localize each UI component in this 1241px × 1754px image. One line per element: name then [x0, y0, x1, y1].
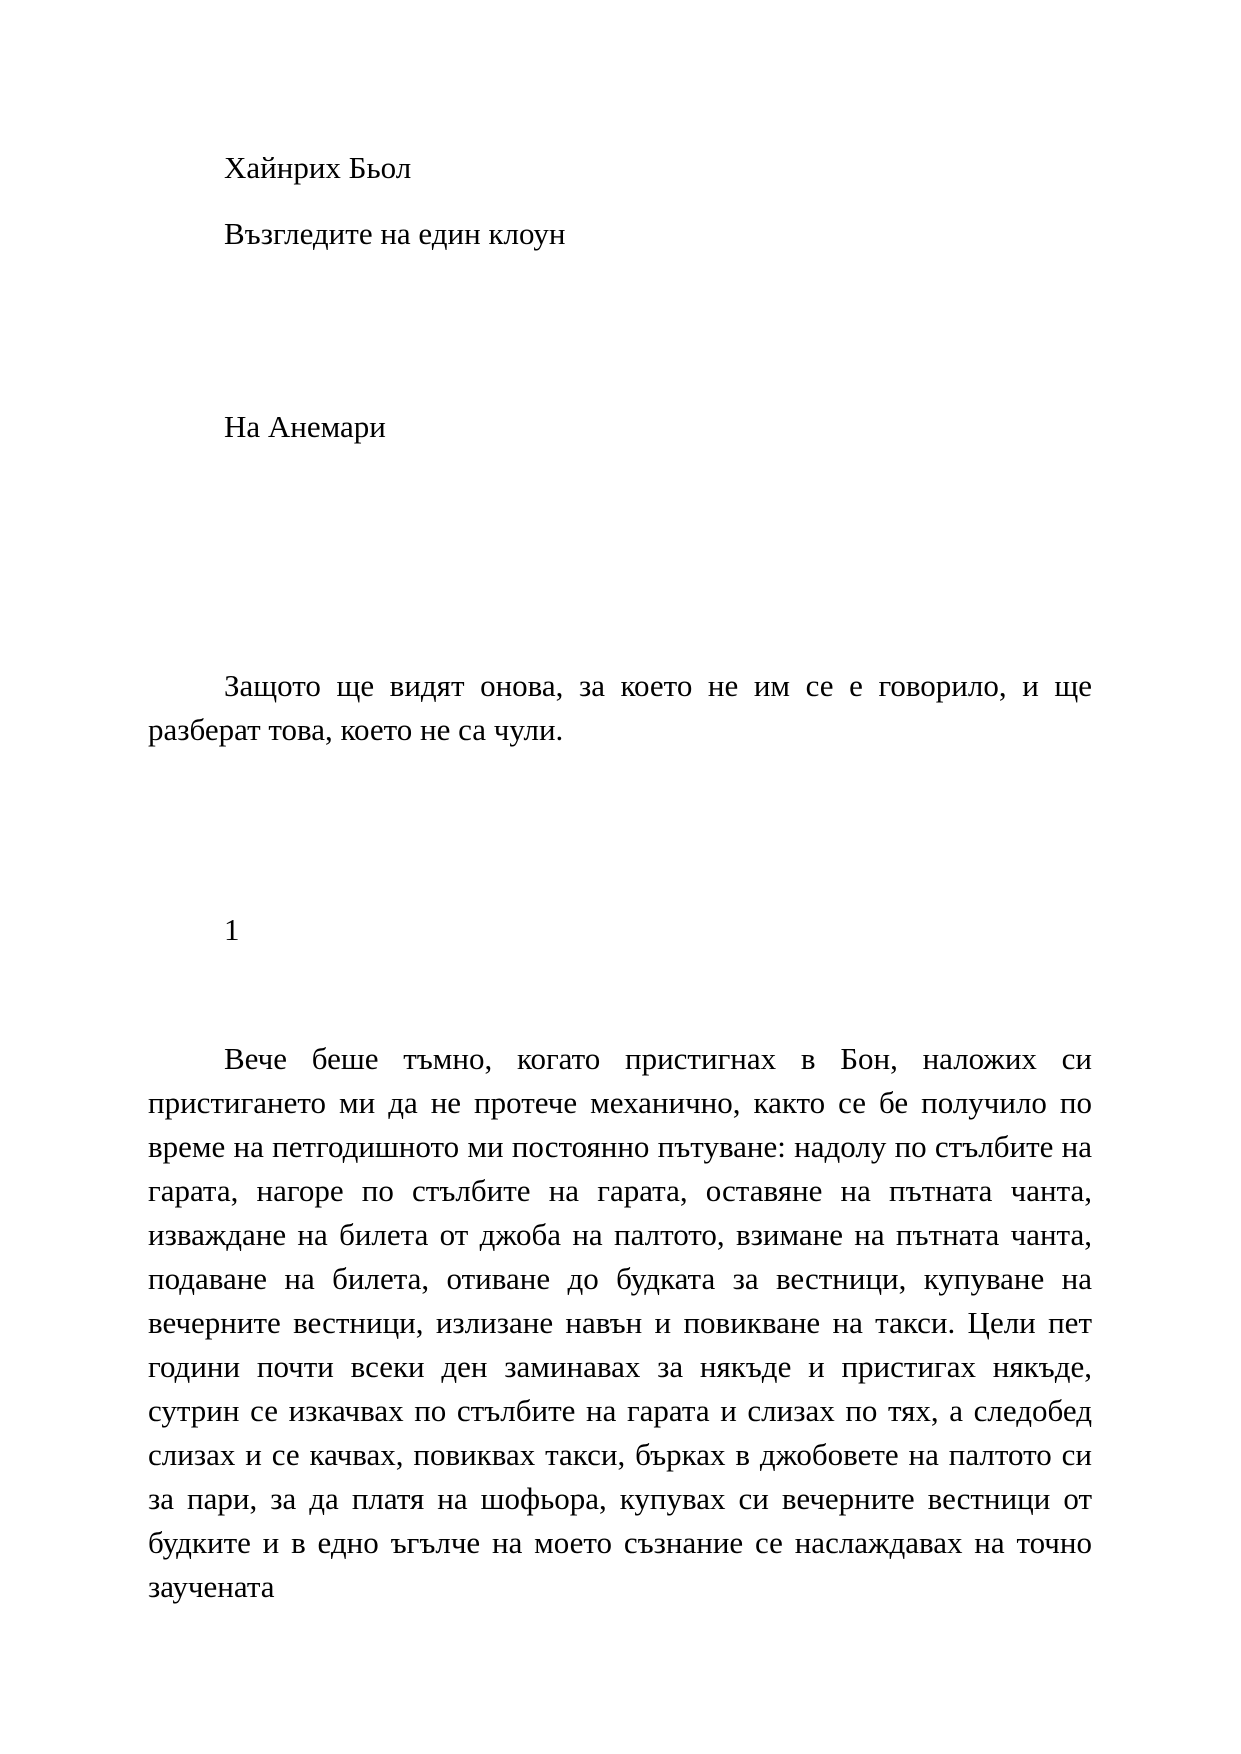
chapter-number: 1 — [224, 912, 240, 947]
dedication: На Анемари — [224, 409, 386, 444]
author-name: Хайнрих Бьол — [224, 150, 412, 185]
book-title: Възгледите на един клоун — [224, 216, 566, 251]
epigraph: Защото ще видят онова, за което не им се е говорило, и ще разберат това, което не са чули. — [148, 668, 1092, 747]
body-paragraph: Вече беше тъмно, когато пристигнах в Бон, наложих си пристигането ми да не протече механично, както се бе получило по време на петгодишното ми постоянно пътуване: надолу по стълбите на гарата, нагоре по стълбите на гарата, оставяне на пътната чанта, изваждане на билета от джоба на палтото, взимане на пътната чанта, подаване на билета, отиване до будката за вестници, купуване на вечерните вестници, излизане навън и повикване на такси. Цели пет години почти всеки ден заминавах за някъде и пристигах някъде, сутрин се изкачвах по стълбите на гарата и слизах по тях, а следобед слизах и се качвах, повиквах такси, бърках в джобовете на палтото си за пари, за да платя на шофьора, купувах си вечерните вестници от будките и в едно ъгълче на моето съзнание се наслаждавах на точно заучената — [148, 1041, 1092, 1604]
